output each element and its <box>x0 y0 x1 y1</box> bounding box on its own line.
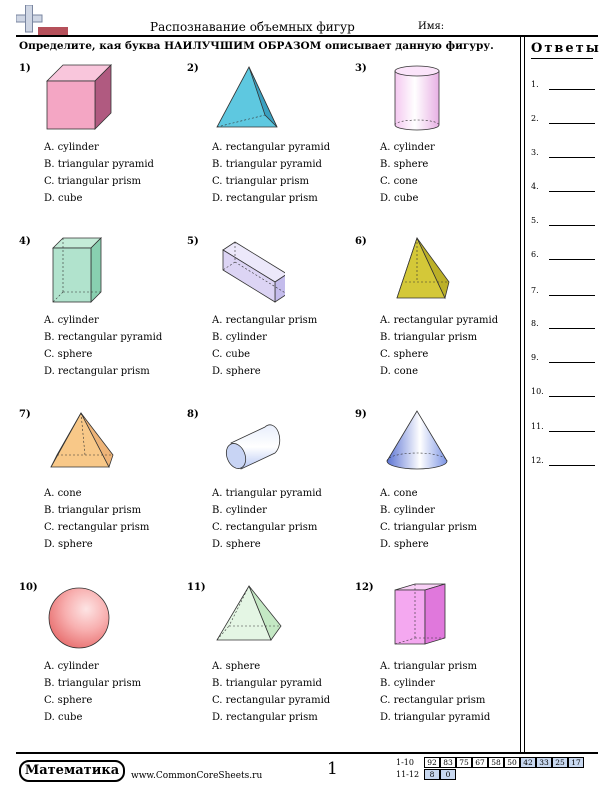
option-a[interactable]: A. cone <box>380 488 418 499</box>
footer-rule <box>16 752 598 754</box>
option-c[interactable]: C. cube <box>212 349 251 360</box>
answer-number: 7. <box>531 286 539 295</box>
problem-number: 6) <box>355 236 367 247</box>
option-c[interactable]: C. rectangular prism <box>380 695 486 706</box>
problem-9 <box>355 409 515 569</box>
header-rule <box>16 35 598 37</box>
problem-3 <box>355 63 515 223</box>
option-a[interactable]: A. cylinder <box>380 142 435 153</box>
problem-2 <box>187 63 347 223</box>
answer-blank[interactable] <box>549 362 595 363</box>
answer-number: 9. <box>531 353 539 362</box>
problem-1 <box>19 63 179 223</box>
options-list <box>380 312 498 380</box>
cylinder-icon <box>209 409 285 479</box>
rectangular-pyramid-icon <box>377 236 453 306</box>
problem-number: 2) <box>187 63 199 74</box>
option-a[interactable]: A. triangular prism <box>380 661 477 672</box>
answer-divider <box>520 37 521 752</box>
score-cell: 8 <box>424 769 440 780</box>
answer-number: 5. <box>531 216 539 225</box>
worksheet-title: Распознавание объемных фигур <box>150 20 355 34</box>
rectangular-prism-icon <box>209 236 285 306</box>
cube-icon <box>41 63 117 133</box>
cylinder-icon <box>377 63 453 133</box>
options-list <box>212 658 330 726</box>
score-cell: 33 <box>536 757 552 768</box>
option-b[interactable]: B. triangular prism <box>44 505 142 516</box>
option-c[interactable]: C. sphere <box>44 695 93 706</box>
option-b[interactable]: B. triangular prism <box>44 678 142 689</box>
problem-5 <box>187 236 347 396</box>
answer-row[interactable] <box>531 456 597 470</box>
answer-row[interactable] <box>531 114 597 128</box>
answer-divider-inner <box>524 37 525 752</box>
option-a[interactable]: A. rectangular prism <box>212 315 318 326</box>
answer-blank[interactable] <box>549 465 595 466</box>
answer-number: 3. <box>531 148 539 157</box>
option-b[interactable]: B. sphere <box>380 159 429 170</box>
option-b[interactable]: B. cylinder <box>380 505 435 516</box>
option-d[interactable]: D. cube <box>380 193 419 204</box>
problem-11 <box>187 582 347 742</box>
answer-number: 2. <box>531 114 539 123</box>
option-a[interactable]: A. triangular pyramid <box>212 488 322 499</box>
score-cell: 58 <box>488 757 504 768</box>
triangular-pyramid-icon <box>209 63 285 133</box>
problem-4 <box>19 236 179 396</box>
problem-6 <box>355 236 515 396</box>
answer-row[interactable] <box>531 148 597 162</box>
options-list <box>44 139 154 207</box>
problem-7 <box>19 409 179 569</box>
problem-number: 12) <box>355 582 374 593</box>
option-a[interactable]: A. cylinder <box>44 661 99 672</box>
options-list <box>212 485 322 553</box>
option-b[interactable]: B. triangular prism <box>380 332 478 343</box>
option-d[interactable]: D. rectangular prism <box>212 193 318 204</box>
option-d[interactable]: D. sphere <box>380 539 429 550</box>
option-c[interactable]: C. triangular prism <box>380 522 478 533</box>
option-c[interactable]: C. rectangular pyramid <box>212 695 331 706</box>
option-b[interactable]: B. cylinder <box>212 505 267 516</box>
answer-number: 6. <box>531 250 539 259</box>
instructions: Определите, кая буква НАИЛУЧШИМ ОБРАЗОМ описывает данную фигуру. <box>19 40 494 52</box>
answer-row[interactable] <box>531 422 597 436</box>
answer-row[interactable] <box>531 80 597 94</box>
option-b[interactable]: B. cylinder <box>380 678 435 689</box>
option-a[interactable]: A. cylinder <box>44 142 99 153</box>
answer-blank[interactable] <box>549 295 595 296</box>
problem-number: 5) <box>187 236 199 247</box>
option-d[interactable]: D. cube <box>44 193 83 204</box>
option-a[interactable]: A. sphere <box>212 661 261 672</box>
answer-blank[interactable] <box>549 431 595 432</box>
answer-blank[interactable] <box>549 225 595 226</box>
triangular-prism-icon <box>377 582 453 652</box>
answer-blank[interactable] <box>549 123 595 124</box>
problem-10 <box>19 582 179 742</box>
option-d[interactable]: D. rectangular prism <box>212 712 318 723</box>
answer-row[interactable] <box>531 387 597 401</box>
options-list <box>380 485 477 553</box>
score-cell: 25 <box>552 757 568 768</box>
answer-row[interactable] <box>531 319 597 333</box>
answer-number: 10. <box>531 387 544 396</box>
answer-row[interactable] <box>531 216 597 230</box>
answer-row[interactable] <box>531 182 597 196</box>
answer-number: 4. <box>531 182 539 191</box>
problem-8 <box>187 409 347 569</box>
problem-number: 11) <box>187 582 206 593</box>
option-c[interactable]: C. triangular prism <box>212 176 310 187</box>
problem-number: 1) <box>19 63 31 74</box>
answer-row[interactable] <box>531 250 597 264</box>
option-c[interactable]: C. rectangular prism <box>212 522 318 533</box>
option-a[interactable]: A. rectangular pyramid <box>212 142 331 153</box>
plus-logo-icon <box>16 5 70 37</box>
problem-number: 7) <box>19 409 31 420</box>
problem-12 <box>355 582 515 742</box>
problem-number: 4) <box>19 236 31 247</box>
option-c[interactable]: C. cone <box>380 176 418 187</box>
options-list <box>44 485 149 553</box>
cone-icon <box>377 409 453 479</box>
answer-number: 11. <box>531 422 544 431</box>
option-c[interactable]: C. sphere <box>380 349 429 360</box>
rectangular-pyramid-icon <box>209 582 285 652</box>
option-b[interactable]: B. rectangular pyramid <box>44 332 163 343</box>
option-b[interactable]: B. cylinder <box>212 332 267 343</box>
score-cell: 0 <box>440 769 456 780</box>
answer-number: 12. <box>531 456 544 465</box>
site-url[interactable]: www.CommonCoreSheets.ru <box>131 771 263 781</box>
option-b[interactable]: B. triangular pyramid <box>212 678 322 689</box>
options-list <box>212 312 317 380</box>
sphere-icon <box>41 582 117 652</box>
answer-blank[interactable] <box>549 328 595 329</box>
score-cell: 67 <box>472 757 488 768</box>
name-label: Имя: <box>418 21 445 32</box>
page-number: 1 <box>327 759 338 779</box>
option-d[interactable]: D. triangular pyramid <box>380 712 491 723</box>
options-list <box>380 658 490 726</box>
options-list <box>44 312 162 380</box>
brand-badge: Математика <box>19 760 125 782</box>
option-d[interactable]: D. sphere <box>44 539 93 550</box>
score-row-label: 1-10 <box>396 758 414 767</box>
option-a[interactable]: A. cylinder <box>44 315 99 326</box>
options-list <box>380 139 435 207</box>
problem-number: 10) <box>19 582 38 593</box>
score-cell: 50 <box>504 757 520 768</box>
option-a[interactable]: A. rectangular pyramid <box>380 315 499 326</box>
option-a[interactable]: A. cone <box>44 488 82 499</box>
option-d[interactable]: D. cone <box>380 366 418 377</box>
answer-blank[interactable] <box>549 89 595 90</box>
problem-number: 8) <box>187 409 199 420</box>
answer-blank[interactable] <box>549 191 595 192</box>
score-cell: 75 <box>456 757 472 768</box>
options-list <box>212 139 330 207</box>
answer-number: 8. <box>531 319 539 328</box>
answer-blank[interactable] <box>549 396 595 397</box>
option-b[interactable]: B. triangular pyramid <box>44 159 154 170</box>
option-d[interactable]: D. rectangular prism <box>44 366 150 377</box>
score-cell: 17 <box>568 757 584 768</box>
option-b[interactable]: B. triangular pyramid <box>212 159 322 170</box>
answer-blank[interactable] <box>549 157 595 158</box>
answer-blank[interactable] <box>549 259 595 260</box>
answer-row[interactable] <box>531 353 597 367</box>
score-row-label: 11-12 <box>396 770 420 779</box>
score-cell: 42 <box>520 757 536 768</box>
options-list <box>44 658 141 726</box>
option-d[interactable]: D. cube <box>44 712 83 723</box>
option-c[interactable]: C. rectangular prism <box>44 522 150 533</box>
rectangular-prism-icon <box>41 236 117 306</box>
option-d[interactable]: D. sphere <box>212 539 261 550</box>
answer-row[interactable] <box>531 286 597 300</box>
problem-number: 9) <box>355 409 367 420</box>
rectangular-pyramid-icon <box>41 409 117 479</box>
answer-number: 1. <box>531 80 539 89</box>
answers-title: Ответы <box>531 41 601 56</box>
score-cell: 92 <box>424 757 440 768</box>
option-d[interactable]: D. sphere <box>212 366 261 377</box>
answers-title-underline <box>531 58 593 59</box>
option-c[interactable]: C. sphere <box>44 349 93 360</box>
option-c[interactable]: C. triangular prism <box>44 176 142 187</box>
problem-number: 3) <box>355 63 367 74</box>
score-cell: 83 <box>440 757 456 768</box>
